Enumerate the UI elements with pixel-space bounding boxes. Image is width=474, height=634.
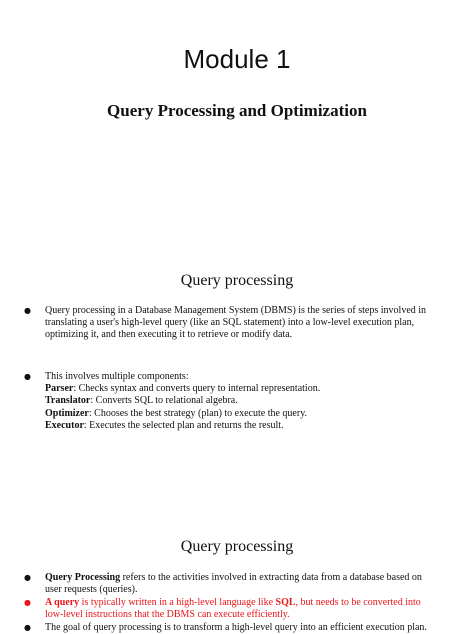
component-translator: Translator: Converts SQL to relational algebra. (45, 395, 238, 407)
bullet-text: Query Processing refers to the activities involved in extracting data from a database based on user requests (queries). (45, 572, 422, 596)
bullet-icon: ● (24, 573, 31, 582)
bullet-text: A query is typically written in a high-level language like SQL, but needs to be converted into low-level instructions that the DBMS can execute efficiently. (45, 597, 421, 621)
query-processing-slide-2 (0, 522, 474, 632)
section-heading: Query processing (180, 538, 294, 555)
bullet-text: Query processing in a Database Management System (DBMS) is the series of steps involved in translating a user's high-level query (like an SQL statement) into a low-level execution plan, optimizing it, and then executing it to retrieve or modify data. (45, 305, 427, 341)
components-list (45, 371, 447, 432)
bullet-icon: ● (24, 306, 31, 315)
module-title: Module 1 (183, 44, 291, 74)
title-slide (0, 0, 474, 260)
bullet-icon: ● (24, 598, 31, 607)
query-processing-slide-1 (0, 260, 474, 522)
component-optimizer: Optimizer: Chooses the best strategy (plan) to execute the query. (45, 407, 308, 419)
section-heading: Query processing (180, 272, 294, 289)
component-parser: Parser: Checks syntax and converts query to internal representation. (45, 383, 321, 395)
components-intro: This involves multiple components: (45, 371, 189, 382)
bullet-icon: ● (24, 623, 31, 632)
module-subtitle: Query Processing and Optimization (107, 101, 367, 120)
bullet-icon: ● (24, 372, 31, 381)
bullet-text: The goal of query processing is to transform a high-level query into an efficient execution plan. (45, 622, 427, 633)
component-executor: Executor: Executes the selected plan and returns the result. (45, 419, 284, 431)
